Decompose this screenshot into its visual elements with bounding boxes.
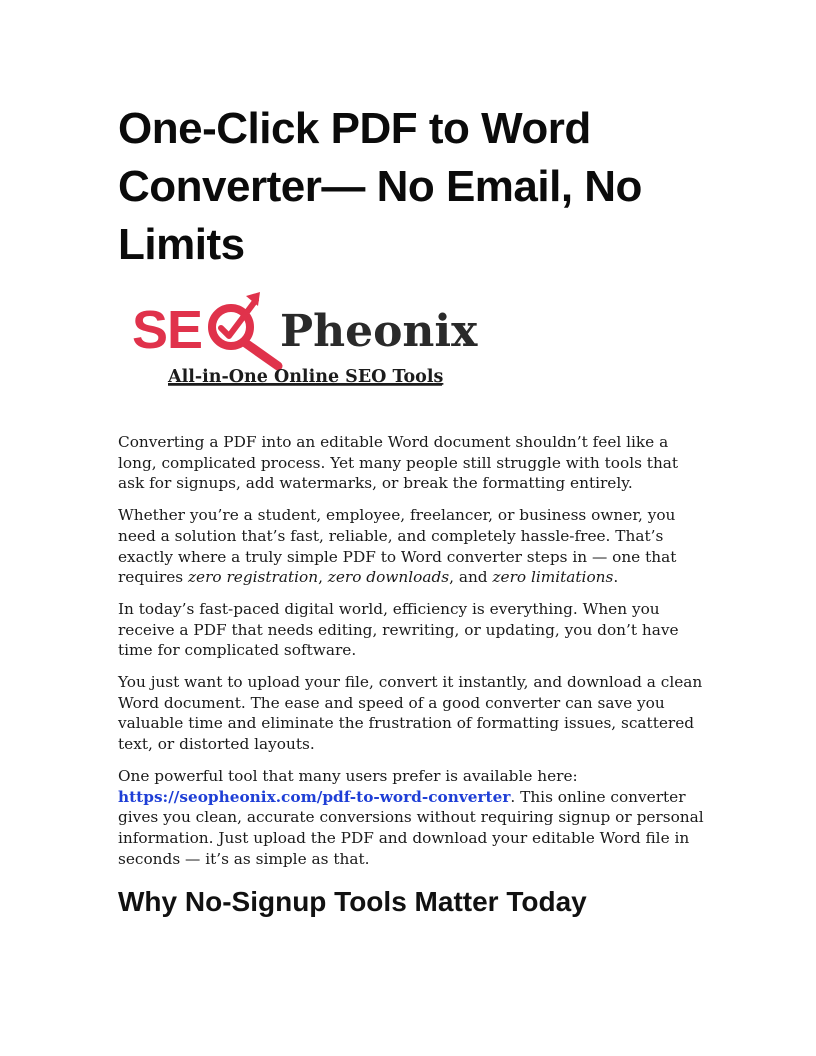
document-body [118,432,708,880]
logo-graphic [132,286,512,396]
paragraph-1: Converting a PDF into an editable Word document shouldn’t feel like a long, complicated process. Yet many people still struggle with tools that ask for signups, add watermarks, or break the formatting entirely. [118,433,679,493]
paragraph-5-before: One powerful tool that many users prefer is available here: [118,766,578,785]
paragraph-2-sep-1: , [318,568,328,587]
paragraph-5 [118,766,708,870]
converter-link[interactable]: https://seopheonix.com/pdf-to-word-converter [118,787,511,806]
paragraph-2-end: . [613,568,619,587]
emphasis-zero-registration: zero registration [187,568,319,587]
paragraph-4: You just want to upload your file, convert it instantly, and download a clean Word document. The ease and speed of a good converter can save you valuable time and eliminate the frustration of formatting issues, scattered text, or distorted layouts. [118,673,703,754]
seopheonix-logo [132,286,512,396]
emphasis-zero-limitations: zero limitations [492,568,614,587]
logo-brand-right: Pheonix [280,306,478,357]
magnifier-arrow-icon [212,292,278,366]
logo-tagline: All-in-One Online SEO Tools [168,367,444,387]
paragraph-2-sep-2: , and [449,568,493,587]
logo-brand-left: SE [132,300,203,360]
paragraph-3: In today’s fast-paced digital world, efficiency is everything. When you receive a PDF that needs editing, rewriting, or updating, you don’t have time for complicated software. [118,599,679,660]
paragraph-2-text: Whether you’re a student, employee, freelancer, or business owner, you need a solution that’s fast, reliable, and completely hassle-free. That’s exactly where a truly simple PDF to Word converter steps in — one that requires [118,506,677,587]
paragraph-5-after: . This online converter gives you clean, accurate conversions without requiring signup or personal information. Just upload the PDF and download your editable Word file in seconds — it’s as simple as that. [118,787,704,868]
emphasis-zero-downloads: zero downloads [327,568,450,587]
paragraph-2 [118,505,708,588]
document-title: One-Click PDF to Word Converter— No Email, No Limits [118,104,642,269]
section-heading: Why No-Signup Tools Matter Today [118,886,587,917]
